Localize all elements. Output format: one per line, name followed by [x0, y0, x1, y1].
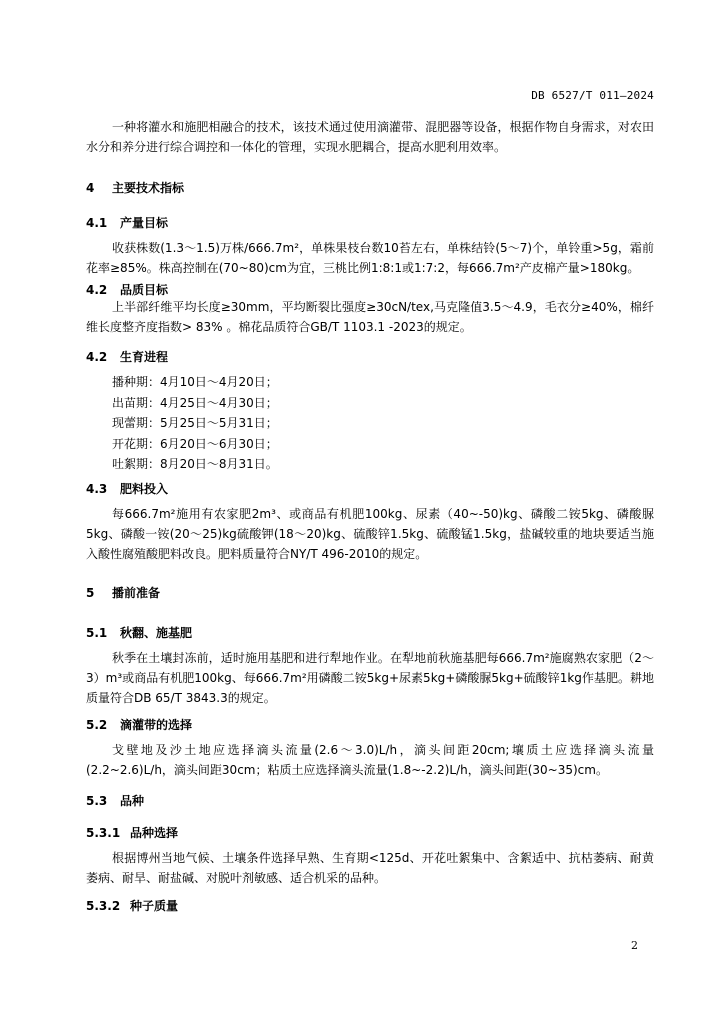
intro-paragraph: 一种将灌水和施肥相融合的技术，该技术通过使用滴灌带、混肥器等设备，根据作物自身需求，对农田水分和养分进行综合调控和一体化的管理，实现水肥耦合，提高水肥利用效率。: [86, 120, 654, 154]
section-title: 主要技术指标: [112, 181, 185, 195]
section-number: 4.1: [86, 216, 108, 230]
section-number: 4.3: [86, 482, 108, 496]
section-number: 4.2: [86, 283, 108, 297]
section-4-1-heading: [86, 214, 168, 231]
section-5-1-heading: [86, 624, 192, 641]
page-number: 2: [631, 939, 638, 952]
growth-stage-list: [112, 372, 278, 475]
document-id: DB 6527/T 011—2024: [531, 89, 654, 102]
section-title: 产量目标: [120, 216, 169, 230]
section-5-3-heading: [86, 792, 144, 809]
section-title: 生育进程: [120, 350, 169, 364]
list-item: 吐絮期：8月20日～8月31日。: [112, 457, 278, 471]
section-title: 品质目标: [120, 283, 169, 297]
section-number: 4: [86, 181, 95, 195]
section-number: 5: [86, 586, 95, 600]
section-4-2-quality-text: 上半部纤维平均长度≥30mm，平均断裂比强度≥30cN/tex,马克隆值3.5～4.9，毛衣分≥40%，棉纤维长度整齐度指数> 83% 。棉花品质符合GB/T 1103.1 -2023的规定。: [86, 300, 654, 334]
list-item: 开花期：6月20日～6月30日；: [112, 436, 278, 451]
section-title: 滴灌带的选择: [120, 718, 193, 732]
section-5-3-2-heading: [86, 897, 178, 914]
list-item: 出苗期：4月25日～4月30日；: [112, 395, 278, 410]
section-number: 5.3.1: [86, 826, 121, 840]
section-number: 5.3: [86, 794, 108, 808]
section-number: 5.1: [86, 626, 108, 640]
list-item: 播种期：4月10日～4月20日；: [112, 375, 278, 389]
section-4-heading: [86, 179, 184, 196]
section-title: 肥料投入: [120, 482, 169, 496]
section-title: 种子质量: [130, 899, 179, 913]
section-5-heading: [86, 584, 160, 601]
section-4-2-growth-heading: [86, 348, 168, 365]
section-5-3-1-text: 根据博州当地气候、土壤条件选择早熟、生育期<125d、开花吐絮集中、含絮适中、抗枯萎病、耐黄萎病、耐旱、耐盐碱、对脱叶剂敏感、适合机采的品种。: [86, 851, 654, 885]
section-5-3-1-heading: [86, 824, 178, 841]
section-title: 播前准备: [112, 586, 161, 600]
section-5-1-text: 秋季在土壤封冻前，适时施用基肥和进行犁地作业。在犁地前秋施基肥每666.7m²施腐熟农家肥（2～3）m³或商品有机肥100kg、每666.7m²用磷酸二铵5kg+尿素5kg+磷酸脲5kg+硫酸锌1kg作基肥。耕地质量符合DB 65/T 3843.3的规定。: [86, 651, 654, 705]
section-number: 5.3.2: [86, 899, 121, 913]
section-4-3-text: 每666.7m²施用有农家肥2m³、或商品有机肥100kg、尿素（40~-50)kg、磷酸二铵5kg、磷酸脲5kg、磷酸一铵(20～25)kg硫酸钾(18～20)kg、硫酸锌1.5kg、硫酸锰1.5kg，盐碱较重的地块要适当施入酸性腐殖酸肥料改良。肥料质量符合NY/T 496-2010的规定。: [86, 507, 654, 561]
section-5-2-heading: [86, 716, 192, 733]
section-number: 4.2: [86, 350, 108, 364]
section-4-1-text: 收获株数(1.3～1.5)万株/666.7m²，单株果枝台数10苔左右，单株结铃(5～7)个，单铃重>5g，霜前花率≥85%。株高控制在(70~80)cm为宜，三桃比例1:8:1或1:7:2，每666.7m²产皮棉产量>180kg。: [86, 241, 654, 275]
list-item: 现蕾期：5月25日～5月31日；: [112, 416, 278, 430]
section-4-3-heading: [86, 480, 168, 497]
section-4-2-quality-heading: [86, 281, 168, 298]
section-title: 品种: [120, 794, 145, 808]
section-5-2-text: 戈壁地及沙土地应选择滴头流量(2.6～3.0)L/h，滴头间距20cm;壤质土应选择滴头流量(2.2~2.6)L/h，滴头间距30cm；粘质土应选择滴头流量(1.8~-2.2)L/h，滴头间距(30~35)cm。: [86, 743, 654, 777]
section-title: 秋翻、施基肥: [120, 626, 193, 640]
section-number: 5.2: [86, 718, 108, 732]
section-title: 品种选择: [130, 826, 179, 840]
